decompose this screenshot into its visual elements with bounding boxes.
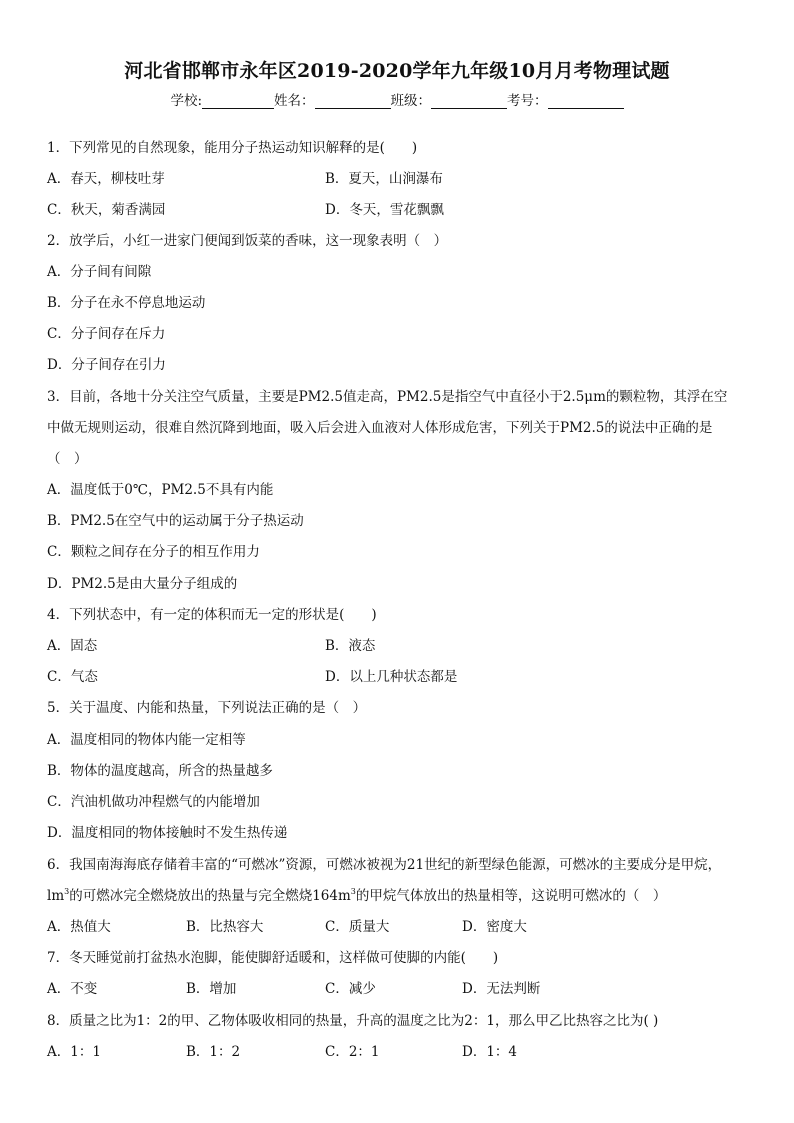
question-6-option-d: D．密度大 <box>462 919 527 935</box>
question-4-option-d: D．以上几种状态都是 <box>325 669 458 685</box>
question-6-option-b: B．比热容大 <box>186 919 264 935</box>
question-7-option-c: C．减少 <box>325 981 376 997</box>
school-label: 学校: <box>170 93 203 109</box>
question-3-stem-line-3: （ ） <box>47 451 88 467</box>
question-2-option-a: A．分子间有间隙 <box>47 264 152 280</box>
question-4-option-c: C．气态 <box>47 669 98 685</box>
question-3-option-b: B．PM2.5在空气中的运动属于分子热运动 <box>47 513 304 529</box>
question-1-stem: 1．下列常见的自然现象，能用分子热运动知识解释的是( ) <box>47 140 418 156</box>
question-4-option-b: B．液态 <box>325 638 376 654</box>
question-5-option-a: A．温度相同的物体内能一定相等 <box>47 732 246 748</box>
exam-no-blank[interactable] <box>548 93 624 109</box>
question-3-option-a: A．温度低于0℃，PM2.5不具有内能 <box>47 482 274 498</box>
question-6-option-c: C．质量大 <box>325 919 390 935</box>
q6-text-b: 的可燃冰完全燃烧放出的热量与完全燃烧164m <box>69 888 351 904</box>
question-3-stem-line-2: 中做无规则运动，很难自然沉降到地面，吸入后会进入血液对人体形成危害，下列关于PM2.5的说法中正确的是 <box>47 420 713 436</box>
name-blank[interactable] <box>315 93 391 109</box>
exam-no-label: 考号： <box>507 93 548 109</box>
question-6-stem-line-2 <box>47 887 666 905</box>
question-3-option-d: D．PM2.5是由大量分子组成的 <box>47 576 238 592</box>
name-label: 姓名： <box>274 93 315 109</box>
question-8-option-a: A．1：1 <box>47 1044 101 1060</box>
q6-text-a: lm <box>47 888 65 904</box>
question-8-option-b: B．1：2 <box>186 1044 241 1060</box>
question-7-option-b: B．增加 <box>186 981 237 997</box>
question-5-option-c: C．汽油机做功冲程燃气的内能增加 <box>47 794 260 810</box>
question-3-option-c: C．颗粒之间存在分子的相互作用力 <box>47 544 260 560</box>
question-2-option-b: B．分子在永不停息地运动 <box>47 295 206 311</box>
question-2-stem: 2．放学后，小红一进家门便闻到饭菜的香味，这一现象表明（ ） <box>47 233 448 249</box>
question-7-option-a: A．不变 <box>47 981 98 997</box>
question-7-option-d: D．无法判断 <box>462 981 541 997</box>
q6-superscript-1: 3 <box>64 886 70 896</box>
q6-superscript-2: 3 <box>350 886 356 896</box>
question-5-stem: 5．关于温度、内能和热量，下列说法正确的是（ ） <box>47 700 367 716</box>
question-6-stem-line-1: 6．我国南海海底存储着丰富的“可燃冰”资源，可燃冰被视为21世纪的新型绿色能源，可燃冰的主要成分是甲烷， <box>47 857 722 873</box>
question-2-option-c: C．分子间存在斥力 <box>47 326 166 342</box>
question-1-option-d: D．冬天，雪花飘飘 <box>325 202 444 218</box>
class-blank[interactable] <box>431 93 507 109</box>
question-1-option-b: B．夏天，山涧瀑布 <box>325 171 443 187</box>
class-label: 班级： <box>390 93 432 109</box>
exam-title: 河北省邯郸市永年区2019-2020学年九年级10月月考物理试题 <box>124 60 670 82</box>
question-1-option-c: C．秋天，菊香满园 <box>47 202 166 218</box>
question-4-stem: 4．下列状态中，有一定的体积而无一定的形状是( ) <box>47 607 377 623</box>
student-info-line <box>0 89 794 109</box>
question-4-option-a: A．固态 <box>47 638 98 654</box>
q6-text-c: 的甲烷气体放出的热量相等，这说明可燃冰的（ ） <box>355 888 667 904</box>
question-8-option-c: C．2：1 <box>325 1044 380 1060</box>
question-6-option-a: A．热值大 <box>47 919 111 935</box>
school-blank[interactable] <box>202 93 274 109</box>
question-1-option-a: A．春天，柳枝吐芽 <box>47 171 165 187</box>
question-5-option-d: D．温度相同的物体接触时不发生热传递 <box>47 825 288 841</box>
question-5-option-b: B．物体的温度越高，所含的热量越多 <box>47 763 273 779</box>
question-2-option-d: D．分子间存在引力 <box>47 357 166 373</box>
question-7-stem: 7．冬天睡觉前打盆热水泡脚，能使脚舒适暖和，这样做可使脚的内能( ) <box>47 950 499 966</box>
question-8-stem: 8．质量之比为1：2的甲、乙物体吸收相同的热量，升高的温度之比为2：1，那么甲乙比热容之比为( ) <box>47 1013 659 1029</box>
question-3-stem-line-1: 3．目前，各地十分关注空气质量，主要是PM2.5值走高，PM2.5是指空气中直径小于2.5μm的颗粒物，其浮在空 <box>47 389 728 405</box>
question-8-option-d: D．1：4 <box>462 1044 518 1060</box>
